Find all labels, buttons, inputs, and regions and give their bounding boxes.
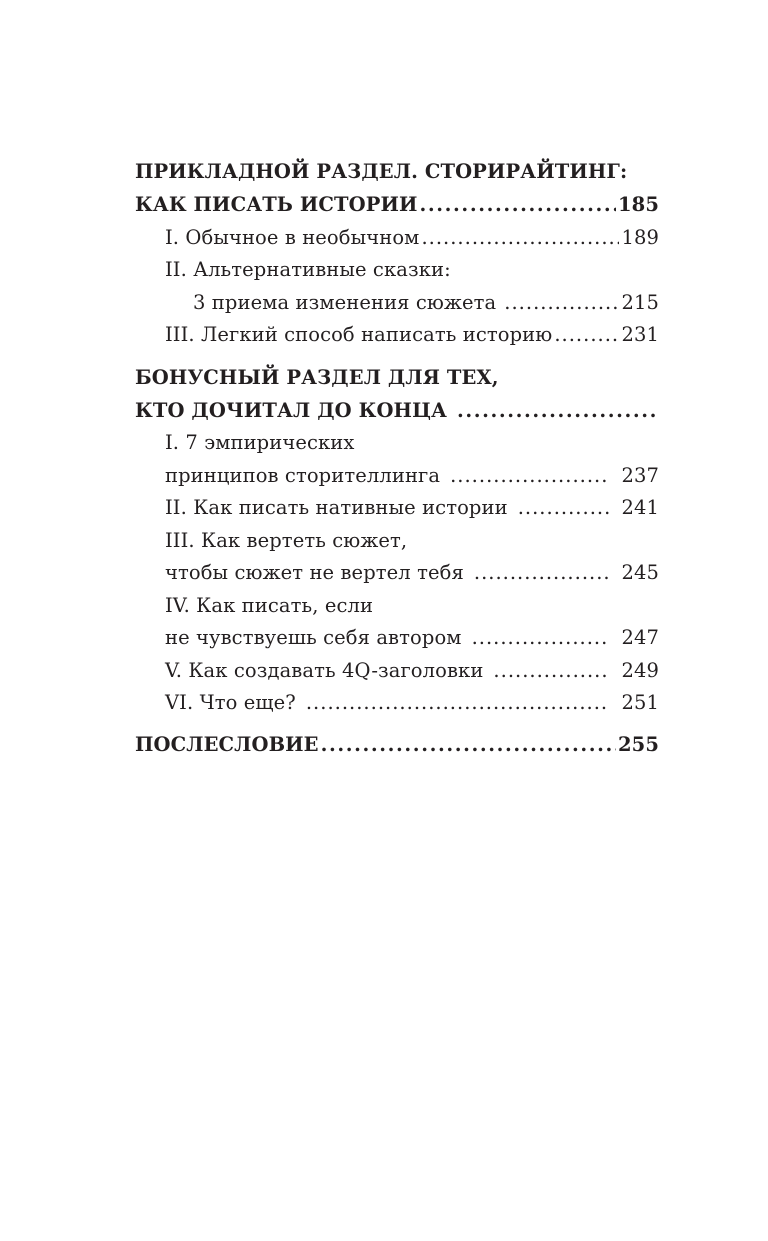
entry-title: чтобы сюжет не вертел тебя bbox=[165, 561, 464, 584]
toc-entry[interactable] bbox=[165, 460, 659, 492]
toc-entry[interactable] bbox=[193, 287, 659, 319]
toc-entry[interactable] bbox=[135, 729, 659, 761]
section-title: КАК ПИСАТЬ ИСТОРИИ bbox=[135, 193, 418, 216]
page-number: 215 bbox=[621, 291, 659, 314]
entry-title: II. Как писать нативные истории bbox=[165, 496, 508, 519]
section-heading bbox=[135, 156, 659, 188]
page-number: 255 bbox=[617, 733, 659, 756]
entry-title: III. Легкий способ написать историю bbox=[165, 323, 553, 346]
toc-entry[interactable] bbox=[165, 687, 659, 719]
entry-title: 3 приема изменения сюжета bbox=[193, 291, 497, 314]
dot-leader bbox=[474, 557, 610, 589]
dot-leader bbox=[420, 189, 616, 221]
dot-leader bbox=[450, 460, 609, 492]
toc-entry[interactable] bbox=[165, 222, 659, 254]
toc-entry[interactable] bbox=[165, 557, 659, 589]
page-number: 245 bbox=[621, 561, 659, 584]
entry-title: IV. Как писать, если bbox=[165, 594, 374, 617]
page-number: 185 bbox=[617, 193, 659, 216]
entry-title: I. 7 эмпирических bbox=[165, 431, 355, 454]
toc-entry[interactable] bbox=[165, 655, 659, 687]
page-number: 241 bbox=[621, 496, 659, 519]
toc-entry-line bbox=[165, 254, 659, 286]
entry-title: I. Обычное в необычном bbox=[165, 226, 420, 249]
section-title: БОНУСНЫЙ РАЗДЕЛ ДЛЯ ТЕХ, bbox=[135, 366, 499, 389]
entry-title: II. Альтернативные сказки: bbox=[165, 258, 451, 281]
dot-leader bbox=[472, 622, 610, 654]
page-number: 249 bbox=[621, 659, 659, 682]
page-number: 247 bbox=[621, 626, 659, 649]
section-title: КТО ДОЧИТАЛ ДО КОНЦА bbox=[135, 399, 447, 422]
toc-entry[interactable] bbox=[165, 319, 659, 351]
dot-leader bbox=[321, 729, 616, 761]
section-heading bbox=[135, 362, 659, 394]
entry-title: принципов сторителлинга bbox=[165, 464, 441, 487]
dot-leader bbox=[457, 395, 657, 427]
entry-title: VI. Что еще? bbox=[165, 691, 296, 714]
dot-leader bbox=[493, 655, 609, 687]
toc-entry-line bbox=[165, 590, 659, 622]
page-number: 189 bbox=[621, 226, 659, 249]
toc-entry[interactable] bbox=[165, 622, 659, 654]
section-title: ПРИКЛАДНОЙ РАЗДЕЛ. СТОРИРАЙТИНГ: bbox=[135, 160, 628, 183]
dot-leader bbox=[518, 492, 610, 524]
section-title: ПОСЛЕСЛОВИЕ bbox=[135, 733, 319, 756]
page-number: 251 bbox=[621, 691, 659, 714]
entry-title: III. Как вертеть сюжет, bbox=[165, 529, 408, 552]
toc-entry-line bbox=[165, 427, 659, 459]
dot-leader bbox=[504, 287, 619, 319]
dot-leader bbox=[306, 687, 610, 719]
toc-entry[interactable] bbox=[165, 492, 659, 524]
entry-title: V. Как создавать 4Q-заголовки bbox=[165, 659, 484, 682]
dot-leader bbox=[421, 222, 619, 254]
page-number: 237 bbox=[621, 464, 659, 487]
dot-leader bbox=[554, 319, 619, 351]
page-number: 231 bbox=[621, 323, 659, 346]
entry-title: не чувствуешь себя автором bbox=[165, 626, 462, 649]
toc-entry-line bbox=[165, 525, 659, 557]
toc-entry[interactable] bbox=[135, 189, 659, 221]
toc-entry[interactable] bbox=[135, 395, 659, 427]
